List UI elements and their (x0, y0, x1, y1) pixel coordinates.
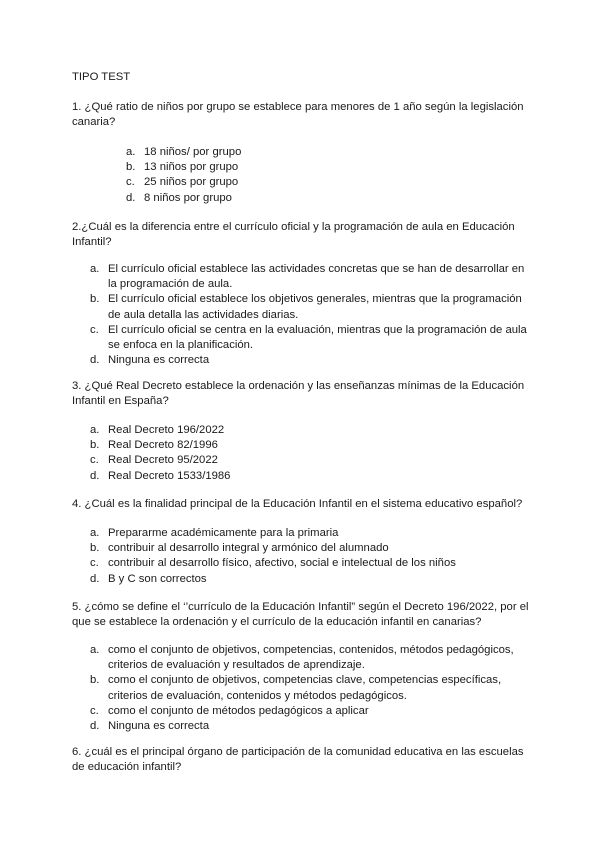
option: d. 8 niños por grupo (126, 191, 232, 204)
option: c. Real Decreto 95/2022 (90, 454, 218, 467)
question-3: 3. ¿Qué Real Decreto establece la ordenación y las enseñanzas mínimas de la Educación Infantil en España? (72, 380, 525, 408)
option: a. como el conjunto de objetivos, competencias, contenidos, métodos pedagógicos, criterios de evaluación y resultados de aprendizaje. (90, 644, 514, 672)
option: b. El currículo oficial establece los objetivos generales, mientras que la programación de aula detalla las actividades diarias. (90, 293, 522, 321)
option: b. como el conjunto de objetivos, competencias clave, competencias específicas, criterios de evaluación, contenidos y métodos pedagógicos. (90, 674, 502, 702)
option: c. 25 niños por grupo (126, 176, 239, 189)
option: a. Real Decreto 196/2022 (90, 424, 225, 436)
document-title: TIPO TEST (72, 71, 131, 83)
option: d. Ninguna es correcta (90, 720, 210, 733)
option: c. como el conjunto de métodos pedagógicos a aplicar (90, 704, 369, 717)
question-3-options (90, 423, 530, 484)
question-4: 4. ¿Cuál es la finalidad principal de la Educación Infantil en el sistema educativo español? (72, 498, 523, 510)
question-2-options (90, 262, 530, 368)
option: b. 13 niños por grupo (126, 161, 239, 174)
question-2: 2.¿Cuál es la diferencia entre el currículo oficial y la programación de aula en Educación Infantil? (72, 221, 515, 249)
option: c. contribuir al desarrollo físico, afectivo, social e intelectual de los niños (90, 557, 456, 570)
option: a. 18 niños/ por grupo (126, 146, 242, 158)
question-4-options (90, 526, 530, 587)
option: b. contribuir al desarrollo integral y armónico del alumnado (90, 542, 389, 555)
option: c. El currículo oficial se centra en la evaluación, mientras que la programación de aula se enfoca en la planificación. (90, 323, 527, 352)
option: d. Ninguna es correcta (90, 354, 210, 367)
option: a. El currículo oficial establece las actividades concretas que se han de desarrollar en la programación de aula. (90, 263, 525, 291)
option: a. Prepararme académicamente para la primaria (90, 527, 339, 539)
question-5-options (90, 643, 530, 734)
question-1: 1. ¿Qué ratio de niños por grupo se establece para menores de 1 año según la legislación canaria? (72, 101, 524, 129)
option: d. B y C son correctos (90, 572, 207, 585)
question-1-options (126, 145, 426, 206)
question-5: 5. ¿cómo se define el ‘’currículo de la Educación Infantil” según el Decreto 196/2022, por el que se establece la ordenación y el currículo de la educación infantil en canarias? (72, 601, 529, 629)
option: b. Real Decreto 82/1996 (90, 439, 218, 452)
question-6: 6. ¿cuál es el principal órgano de participación de la comunidad educativa en las escuelas de educación infantil? (72, 746, 524, 774)
option: d. Real Decreto 1533/1986 (90, 469, 231, 482)
